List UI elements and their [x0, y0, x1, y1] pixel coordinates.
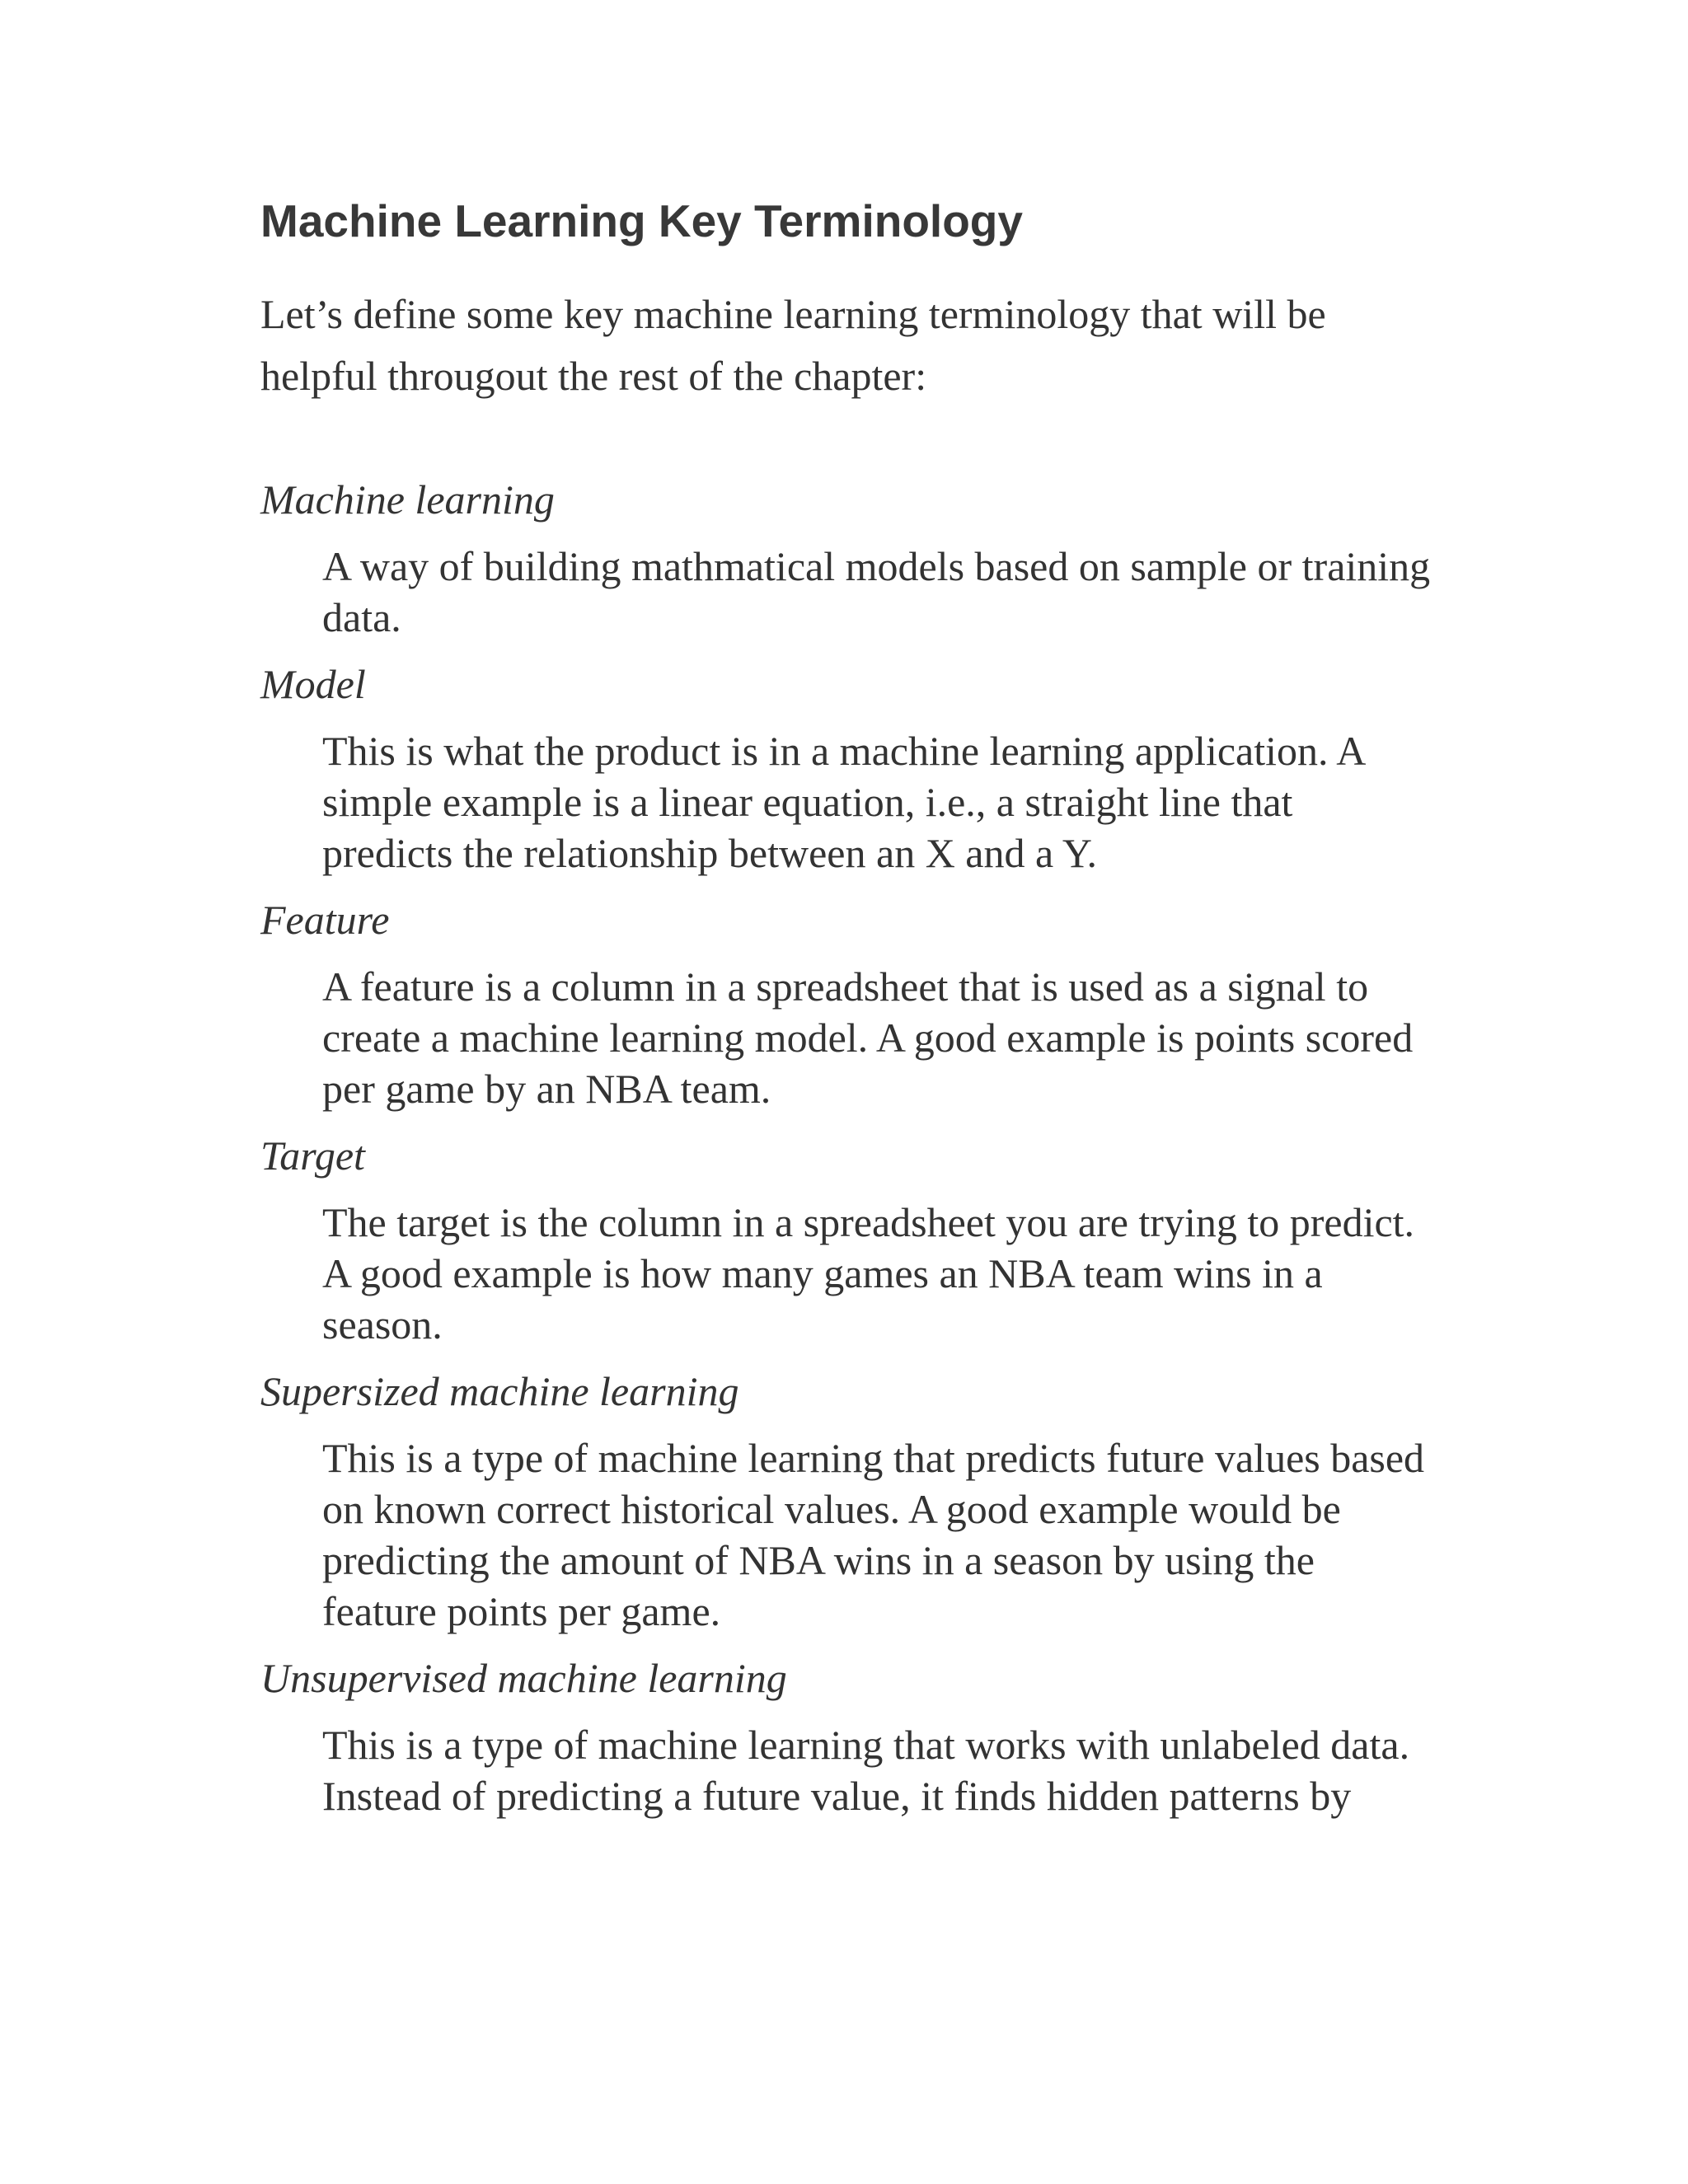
term-feature: Feature — [260, 897, 390, 943]
definition-feature: A feature is a column in a spreadsheet that is used as a signal to create a machine learning model. A good example is points scored per game by an NBA team. — [322, 963, 1414, 1112]
terminology-list — [260, 470, 1431, 1833]
document-title: Machine Learning Key Terminology — [260, 195, 1023, 246]
definition-unsupervised-machine-learning: This is a type of machine learning that works with unlabeled data. Instead of predicting a future value, it finds hidden patterns by — [322, 1722, 1410, 1819]
term-supersized-machine-learning: Supersized machine learning — [260, 1368, 739, 1414]
definition-machine-learning: A way of building mathmatical models based on sample or training data. — [322, 543, 1431, 640]
term-unsupervised-machine-learning: Unsupervised machine learning — [260, 1655, 787, 1701]
term-machine-learning: Machine learning — [260, 476, 555, 523]
intro-paragraph: Let’s define some key machine learning terminology that will be helpful througout the rest of the chapter: — [260, 291, 1326, 399]
term-target: Target — [260, 1132, 365, 1179]
definition-model: This is what the product is in a machine learning application. A simple example is a linear equation, i.e., a straight line that predicts the relationship between an X and a Y. — [322, 728, 1364, 876]
term-model: Model — [260, 661, 366, 707]
definition-target: The target is the column in a spreadsheet you are trying to predict. A good example is how many games an NBA team wins in a season. — [322, 1199, 1415, 1347]
definition-supersized-machine-learning: This is a type of machine learning that predicts future values based on known correct historical values. A good example would be predicting the amount of NBA wins in a season by using the feature points per game. — [322, 1435, 1425, 1634]
